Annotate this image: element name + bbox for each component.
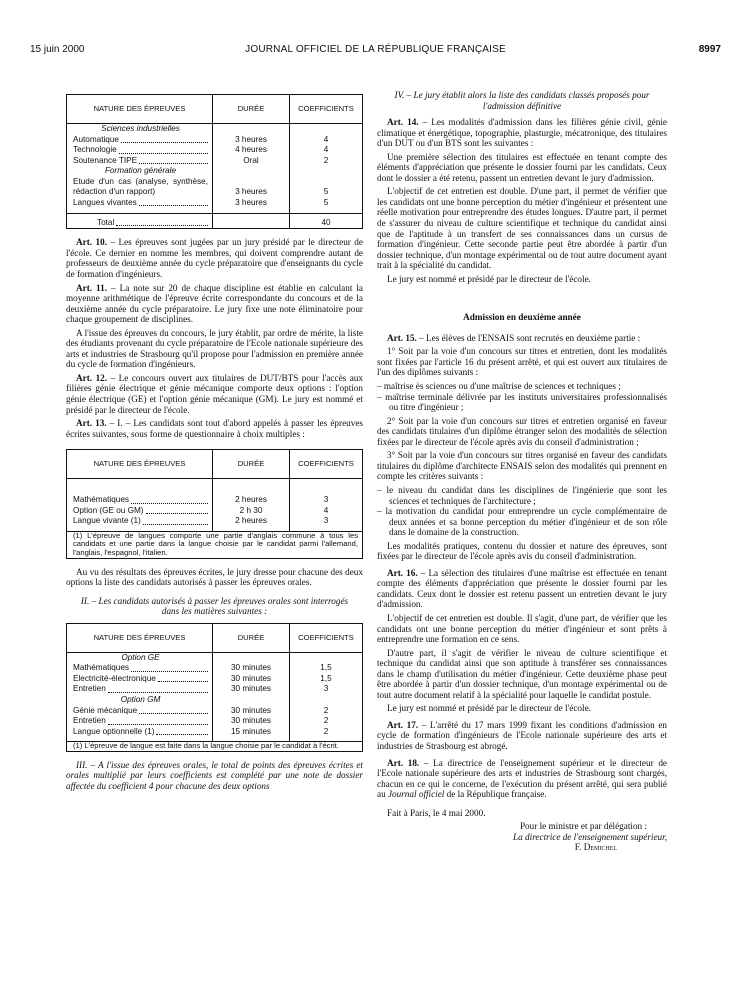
row-name: Automatique xyxy=(73,134,119,144)
row-coef: 4 xyxy=(290,135,363,146)
row-coef: 3 xyxy=(290,516,363,531)
table-row xyxy=(67,706,363,717)
table-row xyxy=(67,506,363,517)
row-coef: 5 xyxy=(290,177,363,198)
table-epreuves-orales xyxy=(66,623,363,752)
row-duree: 15 minutes xyxy=(213,727,290,742)
row-duree: 3 heures xyxy=(213,135,290,146)
row-coef: 2 xyxy=(290,706,363,717)
table-row xyxy=(67,716,363,727)
table-header-duree: DURÉE xyxy=(213,623,290,652)
table-row xyxy=(67,684,363,695)
total-value: 40 xyxy=(290,214,363,229)
heading-admission-deuxieme-annee: Admission en deuxième année xyxy=(463,312,581,323)
row-duree: 30 minutes xyxy=(213,716,290,727)
article-15-item-2: 2° Soit par la voie d'un concours sur titres et entretien organisé en faveur des candidats titulaires d'un diplôme étranger selon des modalités de sélection fixées par le directeur de l'école après avis du conseil d'administration ; xyxy=(377,415,667,447)
row-duree: 30 minutes xyxy=(213,706,290,717)
row-coef: 3 xyxy=(290,684,363,695)
article-15-item-3: 3° Soit par la voie d'un concours sur titres organisé en faveur des candidats titulaires du diplôme d'architecte ENSAIS selon des modalités qui prennent en compte les critères suivants : xyxy=(377,450,667,482)
left-column xyxy=(66,74,363,794)
article-10: Art. 10. – Les épreuves sont jugées par un jury présidé par le directeur de l'école. Ce dernier en nomme les membres, qui doivent comprendre autant de professeurs de deuxième année du cycle préparatoire que d'enseignants du cycle de formation d'ingénieurs. xyxy=(66,237,363,280)
row-name: Entretien xyxy=(73,716,106,726)
table-section-title: Sciences industrielles xyxy=(101,124,180,133)
list-item: – la motivation du candidat pour entreprendre un cycle complémentaire de deux années et sa bonne perception du métier d'ingénieur et de son rôle dans le domaine de la construction. xyxy=(377,506,667,538)
section-III: III. – A l'issue des épreuves orales, le total de points des épreuves écrites et orales multiplié par leurs coefficients est complété par une note de dossier affectée du coefficient 4 pour chacune des deux options xyxy=(66,759,363,791)
table-epreuves-ecrites xyxy=(66,449,363,558)
row-coef: 1,5 xyxy=(290,663,363,674)
article-17: Art. 17. – L'arrêté du 17 mars 1999 fixant les conditions d'admission en cycle de formation d'ingénieurs de l'Ecole nationale supérieure des arts et industries de Strasbourg est abrogé. xyxy=(377,719,667,751)
table-row xyxy=(67,516,363,531)
row-duree: 3 heures xyxy=(213,177,290,198)
row-duree: 4 heures xyxy=(213,145,290,156)
row-duree: 30 minutes xyxy=(213,663,290,674)
table-row xyxy=(67,145,363,156)
table-header-duree: DURÉE xyxy=(213,450,290,479)
row-duree: 3 heures xyxy=(213,198,290,214)
row-duree: 2 heures xyxy=(213,495,290,506)
row-name: Electricité-électronique xyxy=(73,673,156,683)
row-duree: Oral xyxy=(213,156,290,167)
row-coef: 5 xyxy=(290,198,363,214)
row-name: Option (GE ou GM) xyxy=(73,505,144,515)
row-name: Etude d'un cas (analyse, synthèse, rédaction d'un rapport) xyxy=(73,176,208,197)
table-header-nature: NATURE DES ÉPREUVES xyxy=(67,95,213,124)
row-name: Technologie xyxy=(73,145,117,155)
table-header-nature: NATURE DES ÉPREUVES xyxy=(67,450,213,479)
list-item: – maîtrise terminale délivrée par les instituts universitaires professionnalisés ou titre d'ingénieur ; xyxy=(377,392,667,413)
row-name: Langue vivante (1) xyxy=(73,516,141,526)
row-name: Entretien xyxy=(73,684,106,694)
total-label: Total xyxy=(97,217,115,227)
row-coef: 3 xyxy=(290,495,363,506)
article-12: Art. 12. – Le concours ouvert aux titulaires de DUT/BTS pour l'accès aux filières génie électrique et génie mécanique comporte deux options : l'option génie électrique (GE) et l'option génie mécanique (GM). Le jury est nommé et présidé par le directeur de l'école. xyxy=(66,372,363,415)
article-14-p4: Le jury est nommé et présidé par le directeur de l'école. xyxy=(387,273,591,284)
article-15-end: Les modalités pratiques, contenu du dossier et nature des épreuves, sont fixées par le directeur de l'école après avis du conseil d'administration. xyxy=(377,540,667,562)
table-section-title: Formation générale xyxy=(105,166,176,176)
article-14-p3: L'objectif de cet entretien est double. D'une part, il permet de vérifier que les candidats ont une bonne perception du métier d'ingénieur et présentent une réelle motivation pour entreprendre des études longues. D'autre part, il permet de s'assurer du niveau de culture scientifique et technique du candidat ainsi que de l'aptitude à un transfert de ses connaissances dans un cursus de formation d'ingénieur. Cette seconde partie peut être abordée à partir d'un dossier technique, d'un montage expérimental ou de tout autre document ayant trait à la spécialité du candidat. xyxy=(377,186,667,271)
row-coef: 4 xyxy=(290,145,363,156)
table-row xyxy=(67,674,363,685)
row-duree: 2 h 30 xyxy=(213,506,290,517)
header-journal-title: JOURNAL OFFICIEL DE LA RÉPUBLIQUE FRANÇAISE xyxy=(245,44,506,55)
signature-delegation: Pour le ministre et par délégation : xyxy=(519,821,647,832)
list-item: – maîtrise ès sciences ou d'une maîtrise de sciences et techniques ; xyxy=(377,381,667,392)
article-16-p3: D'autre part, il s'agit de vérifier le niveau de culture scientifique et technique du candidat ainsi que son aptitude à transférer ses connaissances dans le champ d'utilisation du métier d'ingénieur. Cette deuxième phase peut être abordée à partir d'un dossier technique, d'un montage expérimental ou de tout autre document relatif à la spécialité pour laquelle le candidat postule. xyxy=(377,647,667,700)
table-row xyxy=(67,156,363,167)
table-row xyxy=(67,135,363,146)
article-16-p4: Le jury est nommé et présidé par le directeur de l'école. xyxy=(387,703,591,714)
section-IV-title: IV. – Le jury établit alors la liste des candidats classés proposés pour l'admission définitive xyxy=(394,90,650,111)
row-name: Langues vivantes xyxy=(73,197,137,207)
article-15-list-1 xyxy=(377,381,667,413)
row-name: Soutenance TIPE xyxy=(73,155,138,165)
signature-name: F. Demichel xyxy=(574,842,617,853)
list-item: – le niveau du candidat dans les disciplines de l'ingénierie que sont les sciences et techniques de l'architecture ; xyxy=(377,485,667,506)
table-row xyxy=(67,663,363,674)
table-row xyxy=(67,495,363,506)
article-18: Art. 18. – La directrice de l'enseignement supérieur et le directeur de l'Ecole nationale supérieure des arts et industries de Strasbourg sont chargés, chacun en ce qui le concerne, de l'exécution du présent arrêté, qui sera publié au Journal officiel de la République française. xyxy=(377,757,667,800)
paragraph-after-table2: Au vu des résultats des épreuves écrites, le jury dresse pour chacune des deux options la liste des candidats autorisés à passer les épreuves orales. xyxy=(66,566,363,588)
table-header-coef: COEFFICIENTS xyxy=(290,450,363,479)
table-epreuves-sciences xyxy=(66,94,363,229)
article-16-p2: L'objectif de cet entretien est double. Il s'agit, d'une part, de vérifier que les candidats ont une bonne perception du métier d'ingénieur et sont prêts à entreprendre une formation en ce sens. xyxy=(377,612,667,645)
article-15-list-3 xyxy=(377,485,667,538)
page-header xyxy=(30,44,721,60)
article-13: Art. 13. – I. – Les candidats sont tout d'abord appelés à passer les épreuves écrites suivantes, sous forme de questionnaire à choix multiples : xyxy=(66,418,363,439)
signature-date: Fait à Paris, le 4 mai 2000. xyxy=(387,807,486,818)
table-row xyxy=(67,177,363,198)
table-header-nature: NATURE DES ÉPREUVES xyxy=(67,623,213,652)
article-15: Art. 15. – Les élèves de l'ENSAIS sont recrutés en deuxième partie : xyxy=(387,332,641,343)
table-row xyxy=(67,198,363,214)
row-name: Génie mécanique xyxy=(73,705,138,715)
signature-role: La directrice de l'enseignement supérieur, xyxy=(513,831,667,842)
section-II-title: II. – Les candidats autorisés à passer les épreuves orales sont interrogés dans les matières suivantes : xyxy=(80,595,349,617)
article-15-item-1: 1° Soit par la voie d'un concours sur titres et entretien, dont les modalités sont fixées par l'article 16 du présent arrêté, et qui est ouvert aux titulaires de l'un des diplômes suivants : xyxy=(377,346,667,378)
article-11: Art. 11. – La note sur 20 de chaque discipline est établie en calculant la moyenne arithmétique de l'épreuve écrite correspondante du concours et de la deuxième année du cycle préparatoire. Le jury fixe une note éliminatoire pour chaque groupement de disciplines. xyxy=(66,282,364,325)
article-11-p2: A l'issue des épreuves du concours, le jury établit, par ordre de mérite, la liste des étudiants provenant du cycle préparatoire de l'Ecole nationale supérieure des arts et industries de Strasbourg qu'il propose pour l'admission en première année du cycle de formation d'ingénieurs. xyxy=(66,327,363,370)
article-14: Art. 14. – Les modalités d'admission dans les filières génie civil, génie climatique et énergétique, topographie, plasturgie, mécatronique, des titulaires d'un DUT ou d'un BTS sont les suivantes : xyxy=(377,117,667,149)
header-page-number: 8997 xyxy=(698,44,721,55)
row-coef: 2 xyxy=(290,156,363,167)
article-14-p2: Une première sélection des titulaires est effectuée en tenant compte des éléments d'appréciation que présente le dossier fourni par les candidats. Ceux dont le dossier a été retenu, passent un entretien devant le jury d'admission. xyxy=(377,151,667,183)
row-name: Langue optionnelle (1) xyxy=(73,726,155,736)
header-date: 15 juin 2000 xyxy=(30,44,85,55)
row-coef: 1,5 xyxy=(290,674,363,685)
row-duree: 30 minutes xyxy=(213,674,290,685)
table-header-duree: DURÉE xyxy=(213,95,290,124)
article-16: Art. 16. – La sélection des titulaires d'une maîtrise est effectuée en tenant compte des éléments d'appréciation que présente le dossier fourni par les candidats. Ceux dont le dossier est retenu passent un entretien devant le jury d'admission. xyxy=(377,567,667,610)
row-duree: 30 minutes xyxy=(213,684,290,695)
right-column xyxy=(377,74,667,853)
row-name: Mathématiques xyxy=(73,495,129,505)
row-coef: 2 xyxy=(290,727,363,742)
table-header-coef: COEFFICIENTS xyxy=(290,95,363,124)
row-coef: 4 xyxy=(290,506,363,517)
table-section-title: Option GM xyxy=(120,695,161,705)
table-total-row xyxy=(67,214,363,229)
table-footnote: (1) L'épreuve de langues comporte une partie d'anglais commune à tous les candidats et une partie dans la langue choisie par le candidat parmi l'allemand, l'anglais, l'espagnol, l'italien. xyxy=(67,531,363,558)
table-section-title: Option GE xyxy=(121,652,160,662)
table-footnote: (1) L'épreuve de langue est faite dans la langue choisie par le candidat à l'écrit. xyxy=(67,742,363,752)
row-duree: 2 heures xyxy=(213,516,290,531)
table-row xyxy=(67,727,363,742)
table-header-coef: COEFFICIENTS xyxy=(290,623,363,652)
row-coef: 2 xyxy=(290,716,363,727)
row-name: Mathématiques xyxy=(73,663,129,673)
